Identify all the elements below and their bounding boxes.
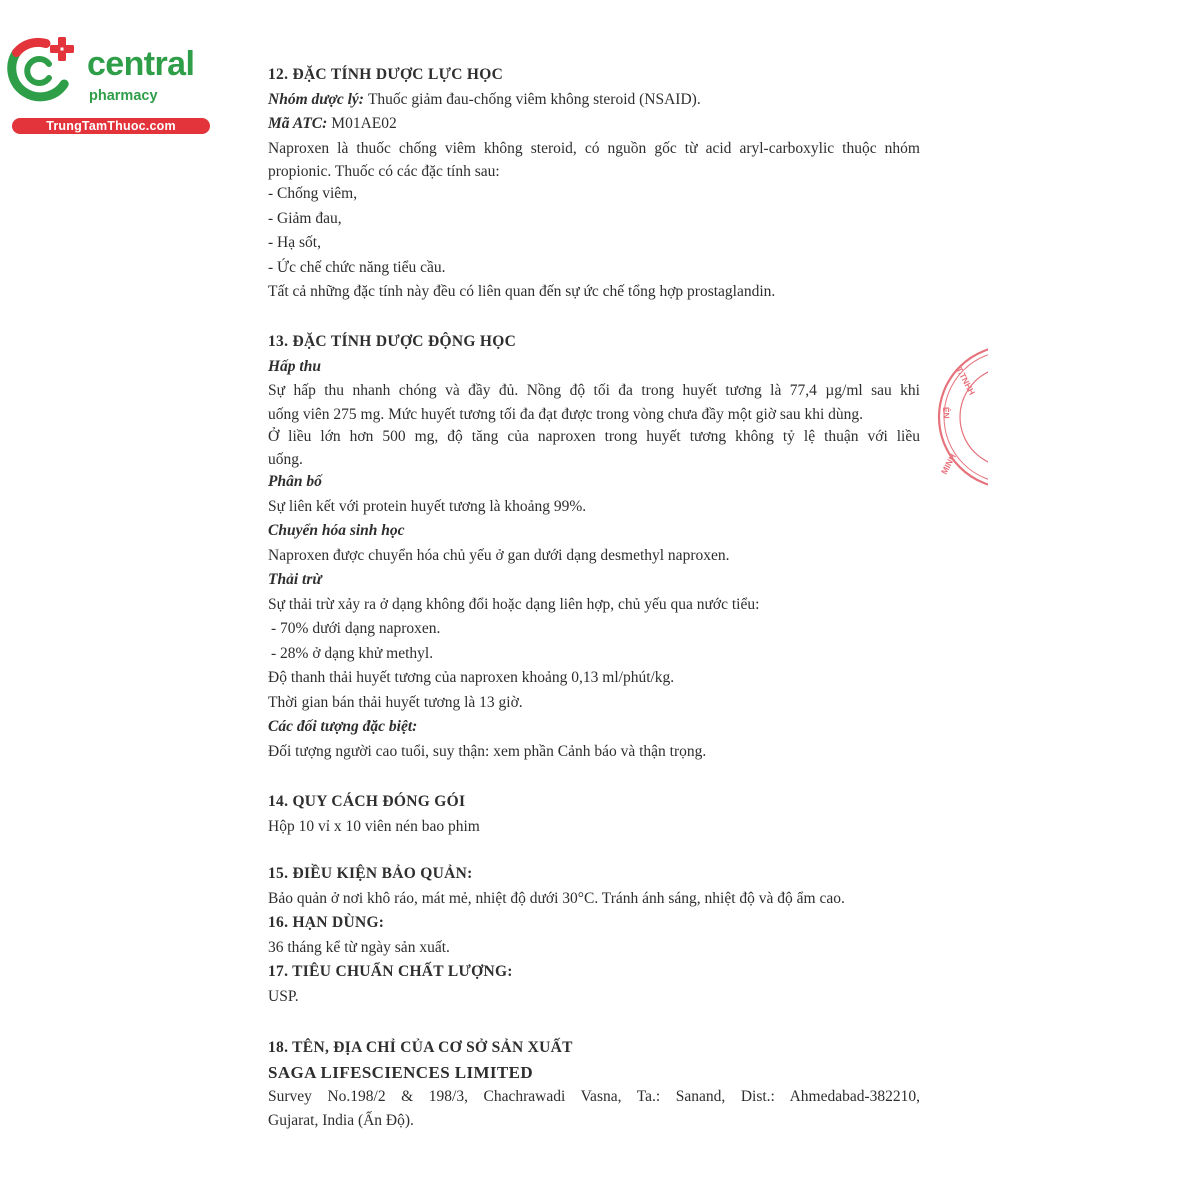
paragraph-line: uống. (268, 451, 303, 468)
paragraph-line: Sự thải trừ xảy ra ở dạng không đổi hoặc dạng liên hợp, chủ yếu qua nước tiểu: (268, 595, 760, 613)
section-packaging (268, 790, 920, 839)
subheading-elimination: Thải trừ (268, 571, 322, 588)
address-line: Survey No.198/2 & 198/3, Chachrawadi Vasna, Ta.: Sanand, Dist.: Ahmedabad-382210, (268, 1088, 920, 1105)
section-heading: 15. ĐIỀU KIỆN BẢO QUẢN: (268, 865, 473, 882)
paragraph-line: 36 tháng kể từ ngày sản xuất. (268, 938, 450, 956)
section-heading: 12. ĐẶC TÍNH DƯỢC LỰC HỌC (268, 66, 504, 83)
atc-code-line (268, 112, 920, 137)
field-value: Thuốc giảm đau-chống viêm không steroid (NSAID). (367, 90, 701, 108)
logo-brand-name: central (87, 45, 195, 83)
paragraph-line: Ở liều lớn hơn 500 mg, độ tăng của naproxen trong huyết tương không tỷ lệ thuận với liều (268, 427, 920, 445)
field-label: Mã ATC: (268, 115, 328, 132)
manufacturer-name: SAGA LIFESCIENCES LIMITED (268, 1062, 534, 1082)
paragraph-line: Sự hấp thu nhanh chóng và đầy đủ. Nồng độ tối đa trong huyết tương là 77,4 µg/ml sau khi (268, 382, 920, 399)
paragraph-line: Naproxen được chuyển hóa chủ yếu ở gan dưới dạng desmethyl naproxen. (268, 546, 730, 564)
paragraph-line: Hộp 10 vỉ x 10 viên nén bao phim (268, 817, 480, 835)
list-item: - Hạ sốt, (268, 234, 321, 251)
stamp-text-fragment: MINH (938, 452, 958, 476)
central-pharmacy-logo (0, 0, 230, 140)
section-heading: 14. QUY CÁCH ĐÓNG GÓI (268, 793, 466, 810)
field-value: M01AE02 (331, 115, 397, 132)
address-line: Gujarat, India (Ấn Độ). (268, 1111, 414, 1129)
subheading-metabolism: Chuyển hóa sinh học (268, 522, 405, 539)
section-manufacturer (268, 1036, 920, 1131)
paragraph-line: USP. (268, 987, 299, 1005)
subheading-special-populations: Các đối tượng đặc biệt: (268, 718, 418, 735)
central-pharmacy-c-cross-icon (6, 34, 82, 108)
stamp-text-fragment: ÊN (941, 406, 952, 419)
paragraph-line: Bảo quản ở nơi khô ráo, mát mẻ, nhiệt độ dưới 30°C. Tránh ánh sáng, nhiệt độ và độ ẩm cao. (268, 889, 845, 907)
paragraph-line: propionic. Thuốc có các đặc tính sau: (268, 163, 500, 180)
field-label: Nhóm dược lý: (268, 90, 364, 108)
paragraph-line: uống viên 275 mg. Mức huyết tương tối đa đạt được trong vòng chưa đầy một giờ sau khi dùng. (268, 405, 864, 423)
logo-website-banner: TrungTamThuoc.com (12, 118, 210, 134)
subheading-distribution: Phân bố (268, 473, 322, 490)
section-pharmacodynamics (268, 63, 920, 305)
paragraph-line: Thời gian bán thải huyết tương là 13 giờ. (268, 693, 523, 711)
section-heading: 18. TÊN, ĐỊA CHỈ CỦA CƠ SỞ SẢN XUẤT (268, 1039, 573, 1056)
paragraph-line: Tất cả những đặc tính này đều có liên quan đến sự ức chế tổng hợp prostaglandin. (268, 283, 776, 300)
section-heading: 13. ĐẶC TÍNH DƯỢC ĐỘNG HỌC (268, 333, 517, 350)
paragraph-line: Độ thanh thải huyết tương của naproxen khoảng 0,13 ml/phút/kg. (268, 669, 675, 686)
section-pharmacokinetics (268, 330, 920, 764)
section-storage-shelf-life-standard (268, 862, 920, 1009)
list-item: - Ức chế chức năng tiểu cầu. (268, 258, 446, 276)
list-item: - Chống viêm, (268, 185, 358, 202)
paragraph-line: Sự liên kết với protein huyết tương là khoảng 99%. (268, 497, 587, 515)
paragraph-line: Naproxen là thuốc chống viêm không steroid, có nguồn gốc từ acid aryl-carboxylic thuộc nhóm (268, 139, 920, 157)
pharmacological-group-line (268, 88, 920, 113)
stamp-text-fragment: T.TNHH (954, 365, 978, 397)
list-item: - Giảm đau, (268, 209, 342, 227)
section-heading: 16. HẠN DÙNG: (268, 914, 385, 931)
list-item: - 28% ở dạng khử methyl. (271, 644, 434, 662)
red-company-stamp (930, 345, 988, 490)
list-item: - 70% dưới dạng naproxen. (271, 620, 441, 637)
logo-tagline: pharmacy (89, 88, 158, 104)
paragraph-line: Đối tượng người cao tuổi, suy thận: xem phần Cảnh báo và thận trọng. (268, 742, 707, 760)
subheading-absorption: Hấp thu (268, 357, 321, 375)
section-heading: 17. TIÊU CHUẨN CHẤT LƯỢNG: (268, 963, 513, 980)
